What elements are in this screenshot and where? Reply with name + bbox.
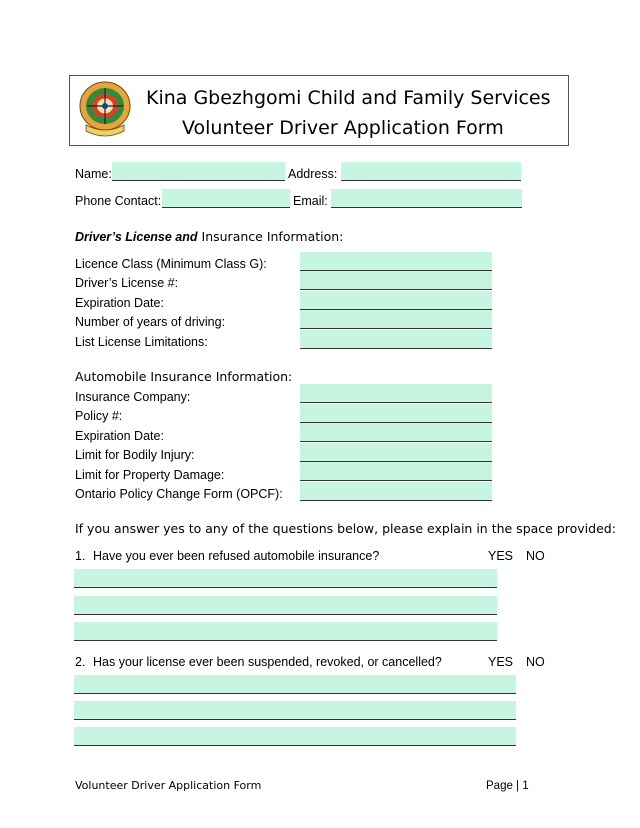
license-heading-rest: Insurance Information: (201, 229, 344, 244)
opcf-field[interactable] (300, 482, 492, 501)
question-1-yes[interactable]: YES (488, 549, 514, 563)
policy-number-label: Policy #: (75, 409, 123, 423)
license-limitations-label: List License Limitations: (75, 335, 208, 349)
question-1-explanation-line-2[interactable] (74, 596, 497, 615)
question-2-text: Has your license ever been suspended, revoked, or cancelled? (93, 655, 442, 669)
opcf-label: Ontario Policy Change Form (OPCF): (75, 487, 283, 501)
license-expiration-field[interactable] (300, 291, 492, 310)
email-field[interactable] (331, 189, 522, 208)
name-label: Name: (75, 167, 112, 181)
licence-class-label: Licence Class (Minimum Class G): (75, 257, 267, 271)
email-label: Email: (293, 194, 328, 208)
years-driving-field[interactable] (300, 310, 492, 329)
license-number-label: Driver’s License #: (75, 276, 179, 290)
question-2-explanation-line-2[interactable] (74, 701, 516, 720)
address-field[interactable] (341, 162, 521, 181)
policy-number-field[interactable] (300, 404, 492, 423)
question-2-no[interactable]: NO (526, 655, 545, 669)
footer-page-number: Page | 1 (486, 780, 529, 792)
question-2-yes[interactable]: YES (488, 655, 514, 669)
question-1-text: Have you ever been refused automobile insurance? (93, 549, 380, 563)
license-heading-bold: Driver’s License and (75, 230, 198, 244)
license-number-field[interactable] (300, 271, 492, 290)
questions-intro: If you answer yes to any of the questions below, please explain in the space provided: (75, 521, 616, 536)
question-2-explanation-line-1[interactable] (74, 675, 516, 694)
form-title: Volunteer Driver Application Form (182, 117, 504, 139)
insurance-company-field[interactable] (300, 384, 492, 403)
name-field[interactable] (112, 162, 285, 181)
question-1-explanation-line-1[interactable] (74, 569, 497, 588)
question-1-explanation-line-3[interactable] (74, 622, 497, 641)
license-expiration-label: Expiration Date: (75, 296, 164, 310)
phone-field[interactable] (162, 189, 290, 208)
phone-label: Phone Contact: (75, 194, 162, 208)
question-1-no[interactable]: NO (526, 549, 545, 563)
license-limitations-field[interactable] (300, 330, 492, 349)
insurance-expiration-field[interactable] (300, 423, 492, 442)
bodily-injury-limit-label: Limit for Bodily Injury: (75, 448, 195, 462)
years-driving-label: Number of years of driving: (75, 315, 226, 329)
insurance-section-heading: Automobile Insurance Information: (75, 369, 293, 384)
insurance-company-label: Insurance Company: (75, 390, 191, 404)
address-label: Address: (288, 167, 338, 181)
question-2-number: 2. (75, 655, 86, 669)
question-1-number: 1. (75, 549, 86, 563)
license-section-heading (75, 230, 343, 244)
footer-form-title: Volunteer Driver Application Form (75, 779, 262, 792)
question-2-explanation-line-3[interactable] (74, 727, 516, 746)
property-damage-limit-field[interactable] (300, 462, 492, 481)
licence-class-field[interactable] (300, 252, 492, 271)
insurance-expiration-label: Expiration Date: (75, 429, 164, 443)
organization-logo (78, 79, 132, 141)
bodily-injury-limit-field[interactable] (300, 443, 492, 462)
organization-name: Kina Gbezhgomi Child and Family Services (146, 87, 551, 109)
property-damage-limit-label: Limit for Property Damage: (75, 468, 225, 482)
